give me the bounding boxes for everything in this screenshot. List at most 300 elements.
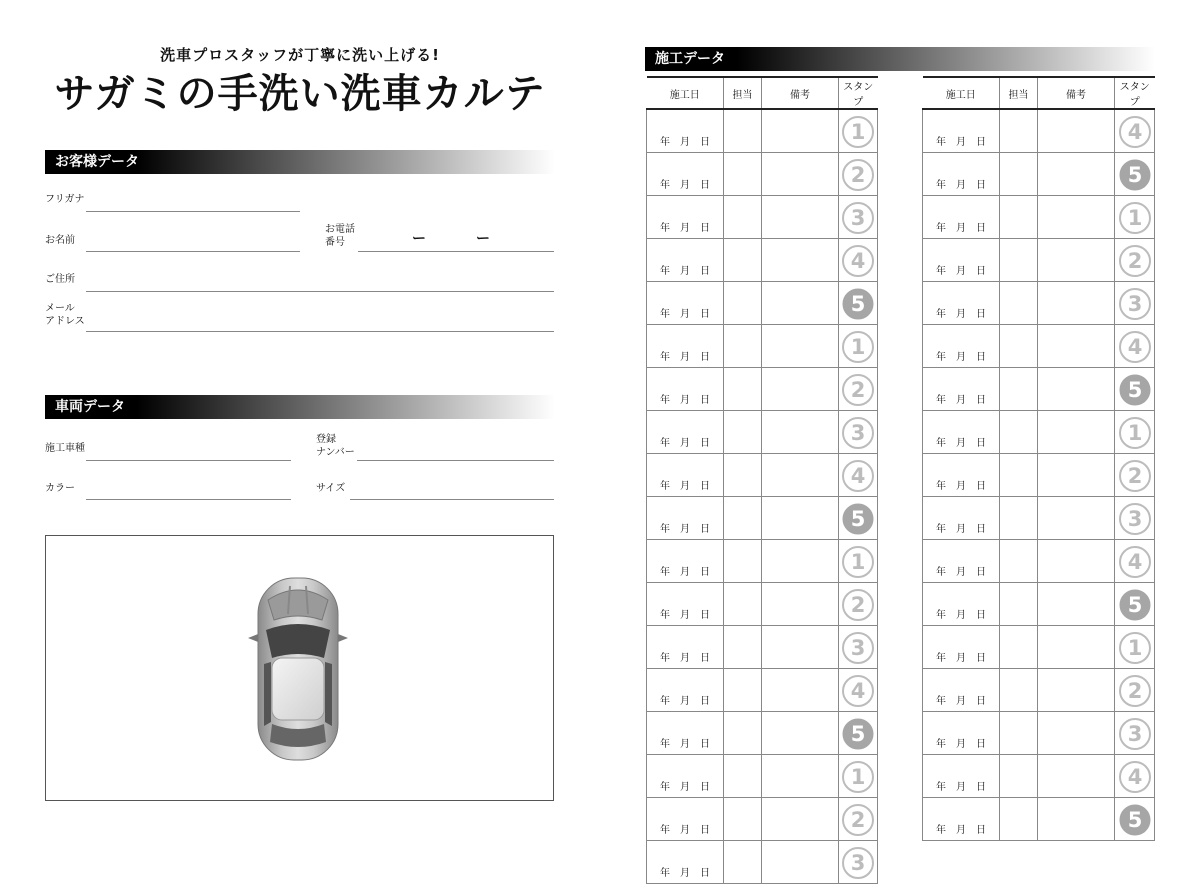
date-part-label: 年 bbox=[936, 137, 946, 148]
staff-cell[interactable] bbox=[1000, 583, 1038, 626]
date-cell[interactable] bbox=[923, 583, 1000, 626]
date-part-label: 年 bbox=[936, 825, 946, 836]
notes-cell[interactable] bbox=[762, 755, 839, 798]
column-date: 施工日 bbox=[647, 77, 724, 109]
stamp-number: 1 bbox=[850, 120, 866, 144]
date-part-label: 年 bbox=[936, 352, 946, 363]
table-row bbox=[923, 712, 1155, 755]
date-part-label: 年 bbox=[660, 739, 670, 750]
stamp-number: 2 bbox=[850, 808, 866, 832]
stamp-cell[interactable] bbox=[1115, 368, 1155, 411]
notes-cell[interactable] bbox=[1038, 368, 1115, 411]
stamp-cell[interactable] bbox=[1115, 798, 1155, 841]
stamp-number: 5 bbox=[850, 507, 866, 531]
date-part-label: 年 bbox=[660, 395, 670, 406]
notes-cell[interactable] bbox=[762, 712, 839, 755]
date-part-label: 月 bbox=[680, 696, 690, 707]
date-part-label: 日 bbox=[976, 309, 986, 320]
stamp-2-icon bbox=[1118, 244, 1152, 278]
stamp-cell[interactable] bbox=[1115, 454, 1155, 497]
stamp-number: 5 bbox=[1127, 378, 1142, 402]
stamp-number: 5 bbox=[850, 722, 866, 746]
staff-cell[interactable] bbox=[1000, 153, 1038, 196]
phone-dash-2: ー bbox=[476, 231, 490, 247]
date-part-label: 日 bbox=[976, 825, 986, 836]
column-staff: 担当 bbox=[1000, 77, 1038, 109]
address-field[interactable] bbox=[86, 291, 554, 292]
stamp-number: 1 bbox=[850, 335, 866, 359]
date-cell[interactable] bbox=[923, 454, 1000, 497]
notes-cell[interactable] bbox=[1038, 411, 1115, 454]
staff-cell[interactable] bbox=[1000, 540, 1038, 583]
staff-cell[interactable] bbox=[724, 755, 762, 798]
stamp-2-icon bbox=[1118, 674, 1152, 708]
date-part-label: 月 bbox=[956, 180, 966, 191]
date-part-label: 月 bbox=[956, 825, 966, 836]
staff-cell[interactable] bbox=[724, 497, 762, 540]
stamp-cell[interactable] bbox=[1115, 540, 1155, 583]
date-part-label: 日 bbox=[976, 653, 986, 664]
date-part-label: 月 bbox=[680, 137, 690, 148]
date-part-label: 年 bbox=[660, 524, 670, 535]
stamp-cell[interactable] bbox=[839, 755, 878, 798]
staff-cell[interactable] bbox=[1000, 325, 1038, 368]
stamp-number: 5 bbox=[1127, 808, 1142, 832]
notes-cell[interactable] bbox=[1038, 454, 1115, 497]
notes-cell[interactable] bbox=[762, 841, 839, 884]
date-part-label: 年 bbox=[660, 610, 670, 621]
notes-cell[interactable] bbox=[1038, 798, 1115, 841]
stamp-cell[interactable] bbox=[1115, 153, 1155, 196]
date-part-label: 日 bbox=[976, 266, 986, 277]
date-part-label: 月 bbox=[680, 266, 690, 277]
notes-cell[interactable] bbox=[1038, 626, 1115, 669]
date-part-label: 月 bbox=[680, 825, 690, 836]
date-part-label: 日 bbox=[700, 825, 710, 836]
stamp-cell[interactable] bbox=[839, 497, 878, 540]
table-row bbox=[647, 669, 878, 712]
table-row bbox=[647, 282, 878, 325]
stamp-number: 2 bbox=[850, 593, 866, 617]
notes-cell[interactable] bbox=[762, 282, 839, 325]
stamp-2-icon bbox=[1118, 459, 1152, 493]
table-row bbox=[647, 798, 878, 841]
notes-cell[interactable] bbox=[762, 540, 839, 583]
date-part-label: 日 bbox=[976, 739, 986, 750]
date-part-label: 日 bbox=[700, 223, 710, 234]
date-cell[interactable] bbox=[923, 712, 1000, 755]
stamp-number: 3 bbox=[850, 636, 866, 660]
stamp-cell[interactable] bbox=[1115, 669, 1155, 712]
service-table-1 bbox=[646, 76, 878, 884]
date-cell[interactable] bbox=[923, 798, 1000, 841]
table-row bbox=[923, 239, 1155, 282]
stamp-5-icon bbox=[841, 502, 875, 536]
date-cell[interactable] bbox=[923, 196, 1000, 239]
stamp-number: 4 bbox=[1127, 335, 1142, 359]
date-part-label: 月 bbox=[680, 395, 690, 406]
table-row bbox=[923, 755, 1155, 798]
notes-cell[interactable] bbox=[762, 109, 839, 153]
date-part-label: 年 bbox=[660, 653, 670, 664]
stamp-cell[interactable] bbox=[839, 153, 878, 196]
table-row bbox=[923, 196, 1155, 239]
stamp-1-icon bbox=[1118, 631, 1152, 665]
stamp-cell[interactable] bbox=[839, 798, 878, 841]
furigana-label: フリガナ bbox=[45, 194, 85, 205]
notes-cell[interactable] bbox=[762, 454, 839, 497]
stamp-4-icon bbox=[841, 674, 875, 708]
stamp-cell[interactable] bbox=[839, 540, 878, 583]
staff-cell[interactable] bbox=[724, 109, 762, 153]
stamp-cell[interactable] bbox=[839, 411, 878, 454]
staff-cell[interactable] bbox=[724, 841, 762, 884]
table-row bbox=[923, 325, 1155, 368]
stamp-number: 3 bbox=[850, 421, 866, 445]
service-table-2 bbox=[922, 76, 1155, 841]
notes-cell[interactable] bbox=[762, 325, 839, 368]
stamp-cell[interactable] bbox=[839, 712, 878, 755]
stamp-number: 5 bbox=[850, 292, 866, 316]
notes-cell[interactable] bbox=[1038, 153, 1115, 196]
date-part-label: 年 bbox=[660, 481, 670, 492]
column-staff: 担当 bbox=[724, 77, 762, 109]
date-cell[interactable] bbox=[647, 540, 724, 583]
notes-cell[interactable] bbox=[1038, 583, 1115, 626]
stamp-cell[interactable] bbox=[839, 109, 878, 153]
table-row bbox=[923, 454, 1155, 497]
stamp-2-icon bbox=[841, 373, 875, 407]
date-part-label: 日 bbox=[700, 266, 710, 277]
date-cell[interactable] bbox=[923, 755, 1000, 798]
stamp-1-icon bbox=[1118, 416, 1152, 450]
table-row bbox=[923, 109, 1155, 153]
date-part-label: 日 bbox=[700, 352, 710, 363]
stamp-3-icon bbox=[841, 201, 875, 235]
date-cell[interactable] bbox=[647, 755, 724, 798]
notes-cell[interactable] bbox=[762, 583, 839, 626]
notes-cell[interactable] bbox=[762, 669, 839, 712]
date-cell[interactable] bbox=[647, 841, 724, 884]
car-diagram-box bbox=[45, 535, 554, 801]
date-part-label: 年 bbox=[936, 309, 946, 320]
date-cell[interactable] bbox=[923, 626, 1000, 669]
stamp-cell[interactable] bbox=[839, 325, 878, 368]
table-row bbox=[647, 239, 878, 282]
date-part-label: 日 bbox=[976, 696, 986, 707]
date-part-label: 年 bbox=[936, 180, 946, 191]
date-cell[interactable] bbox=[923, 153, 1000, 196]
date-part-label: 月 bbox=[956, 438, 966, 449]
date-cell[interactable] bbox=[923, 325, 1000, 368]
name-label: お名前 bbox=[45, 235, 75, 246]
stamp-number: 4 bbox=[850, 249, 866, 273]
stamp-number: 2 bbox=[850, 163, 866, 187]
date-part-label: 日 bbox=[700, 309, 710, 320]
date-part-label: 月 bbox=[680, 739, 690, 750]
date-cell[interactable] bbox=[647, 239, 724, 282]
date-part-label: 月 bbox=[956, 782, 966, 793]
date-part-label: 月 bbox=[680, 782, 690, 793]
table-row bbox=[923, 798, 1155, 841]
date-part-label: 月 bbox=[956, 653, 966, 664]
staff-cell[interactable] bbox=[1000, 196, 1038, 239]
date-part-label: 日 bbox=[976, 180, 986, 191]
staff-cell[interactable] bbox=[724, 368, 762, 411]
date-cell[interactable] bbox=[923, 109, 1000, 153]
staff-cell[interactable] bbox=[724, 239, 762, 282]
notes-cell[interactable] bbox=[762, 196, 839, 239]
date-cell[interactable] bbox=[923, 497, 1000, 540]
date-part-label: 日 bbox=[700, 868, 710, 879]
date-part-label: 日 bbox=[700, 438, 710, 449]
stamp-3-icon bbox=[841, 416, 875, 450]
notes-cell[interactable] bbox=[762, 153, 839, 196]
plate-field[interactable] bbox=[357, 460, 554, 461]
staff-cell[interactable] bbox=[1000, 454, 1038, 497]
date-cell[interactable] bbox=[923, 669, 1000, 712]
date-part-label: 月 bbox=[680, 567, 690, 578]
notes-cell[interactable] bbox=[762, 239, 839, 282]
notes-cell[interactable] bbox=[762, 798, 839, 841]
stamp-cell[interactable] bbox=[839, 239, 878, 282]
stamp-cell[interactable] bbox=[839, 454, 878, 497]
stamp-number: 5 bbox=[1127, 163, 1142, 187]
stamp-cell[interactable] bbox=[839, 841, 878, 884]
date-part-label: 月 bbox=[956, 352, 966, 363]
date-cell[interactable] bbox=[647, 411, 724, 454]
stamp-cell[interactable] bbox=[839, 669, 878, 712]
stamp-3-icon bbox=[1118, 717, 1152, 751]
date-cell[interactable] bbox=[923, 368, 1000, 411]
staff-cell[interactable] bbox=[724, 669, 762, 712]
furigana-field[interactable] bbox=[86, 211, 300, 212]
stamp-cell[interactable] bbox=[1115, 196, 1155, 239]
date-part-label: 年 bbox=[936, 696, 946, 707]
table-row bbox=[647, 755, 878, 798]
staff-cell[interactable] bbox=[1000, 239, 1038, 282]
date-cell[interactable] bbox=[647, 282, 724, 325]
table-row bbox=[647, 540, 878, 583]
date-part-label: 月 bbox=[680, 309, 690, 320]
vehicle-data-header: 車両データ bbox=[45, 395, 555, 419]
date-part-label: 年 bbox=[660, 438, 670, 449]
table-row bbox=[647, 712, 878, 755]
stamp-cell[interactable] bbox=[1115, 583, 1155, 626]
stamp-cell[interactable] bbox=[1115, 109, 1155, 153]
date-part-label: 年 bbox=[660, 223, 670, 234]
date-part-label: 月 bbox=[680, 653, 690, 664]
date-cell[interactable] bbox=[923, 540, 1000, 583]
stamp-5-icon bbox=[1118, 373, 1152, 407]
date-cell[interactable] bbox=[647, 109, 724, 153]
address-label: ご住所 bbox=[45, 274, 75, 285]
date-part-label: 月 bbox=[956, 266, 966, 277]
staff-cell[interactable] bbox=[724, 798, 762, 841]
date-cell[interactable] bbox=[647, 497, 724, 540]
notes-cell[interactable] bbox=[1038, 712, 1115, 755]
date-part-label: 年 bbox=[660, 868, 670, 879]
notes-cell[interactable] bbox=[1038, 325, 1115, 368]
stamp-number: 4 bbox=[850, 464, 866, 488]
date-cell[interactable] bbox=[647, 798, 724, 841]
date-part-label: 日 bbox=[700, 567, 710, 578]
date-cell[interactable] bbox=[647, 454, 724, 497]
staff-cell[interactable] bbox=[724, 583, 762, 626]
staff-cell[interactable] bbox=[1000, 368, 1038, 411]
staff-cell[interactable] bbox=[724, 153, 762, 196]
staff-cell[interactable] bbox=[724, 454, 762, 497]
model-label: 施工車種 bbox=[45, 443, 85, 454]
stamp-cell[interactable] bbox=[1115, 497, 1155, 540]
date-part-label: 年 bbox=[660, 180, 670, 191]
date-part-label: 日 bbox=[700, 180, 710, 191]
customer-data-header: お客様データ bbox=[45, 150, 555, 174]
date-cell[interactable] bbox=[647, 153, 724, 196]
notes-cell[interactable] bbox=[762, 411, 839, 454]
stamp-cell[interactable] bbox=[839, 196, 878, 239]
date-part-label: 日 bbox=[700, 481, 710, 492]
date-cell[interactable] bbox=[923, 411, 1000, 454]
notes-cell[interactable] bbox=[1038, 196, 1115, 239]
stamp-number: 1 bbox=[1127, 206, 1142, 230]
date-part-label: 年 bbox=[660, 266, 670, 277]
notes-cell[interactable] bbox=[1038, 755, 1115, 798]
stamp-5-icon bbox=[1118, 803, 1152, 837]
date-part-label: 月 bbox=[680, 180, 690, 191]
staff-cell[interactable] bbox=[724, 540, 762, 583]
date-part-label: 年 bbox=[936, 739, 946, 750]
column-stamp: スタンプ bbox=[1115, 77, 1155, 109]
date-part-label: 日 bbox=[976, 352, 986, 363]
stamp-cell[interactable] bbox=[839, 626, 878, 669]
stamp-cell[interactable] bbox=[1115, 626, 1155, 669]
date-part-label: 月 bbox=[956, 223, 966, 234]
date-cell[interactable] bbox=[647, 196, 724, 239]
stamp-4-icon bbox=[1118, 545, 1152, 579]
phone-field[interactable] bbox=[358, 251, 554, 252]
stamp-cell[interactable] bbox=[1115, 411, 1155, 454]
staff-cell[interactable] bbox=[724, 282, 762, 325]
stamp-number: 4 bbox=[1127, 550, 1142, 574]
date-part-label: 年 bbox=[936, 653, 946, 664]
stamp-cell[interactable] bbox=[839, 282, 878, 325]
date-part-label: 日 bbox=[976, 223, 986, 234]
stamp-cell[interactable] bbox=[839, 583, 878, 626]
table-row bbox=[647, 196, 878, 239]
date-cell[interactable] bbox=[647, 669, 724, 712]
table-row bbox=[923, 368, 1155, 411]
staff-cell[interactable] bbox=[1000, 626, 1038, 669]
staff-cell[interactable] bbox=[1000, 497, 1038, 540]
staff-cell[interactable] bbox=[1000, 798, 1038, 841]
notes-cell[interactable] bbox=[1038, 239, 1115, 282]
date-cell[interactable] bbox=[647, 712, 724, 755]
stamp-number: 3 bbox=[1127, 722, 1142, 746]
date-part-label: 月 bbox=[956, 309, 966, 320]
date-part-label: 日 bbox=[976, 438, 986, 449]
page-title: サガミの手洗い洗車カルテ bbox=[54, 71, 546, 117]
notes-cell[interactable] bbox=[1038, 669, 1115, 712]
notes-cell[interactable] bbox=[1038, 497, 1115, 540]
staff-cell[interactable] bbox=[1000, 669, 1038, 712]
staff-cell[interactable] bbox=[724, 196, 762, 239]
notes-cell[interactable] bbox=[762, 497, 839, 540]
notes-cell[interactable] bbox=[1038, 109, 1115, 153]
notes-cell[interactable] bbox=[1038, 540, 1115, 583]
model-field[interactable] bbox=[86, 460, 291, 461]
staff-cell[interactable] bbox=[724, 712, 762, 755]
stamp-cell[interactable] bbox=[1115, 755, 1155, 798]
date-part-label: 日 bbox=[700, 653, 710, 664]
date-part-label: 日 bbox=[700, 696, 710, 707]
table-row bbox=[647, 411, 878, 454]
name-field[interactable] bbox=[86, 251, 300, 252]
staff-cell[interactable] bbox=[724, 325, 762, 368]
stamp-number: 2 bbox=[1127, 679, 1142, 703]
stamp-cell[interactable] bbox=[1115, 282, 1155, 325]
date-part-label: 年 bbox=[936, 782, 946, 793]
column-notes: 備考 bbox=[762, 77, 839, 109]
stamp-cell[interactable] bbox=[1115, 325, 1155, 368]
notes-cell[interactable] bbox=[1038, 282, 1115, 325]
column-notes: 備考 bbox=[1038, 77, 1115, 109]
date-part-label: 年 bbox=[936, 567, 946, 578]
date-part-label: 日 bbox=[976, 137, 986, 148]
staff-cell[interactable] bbox=[1000, 411, 1038, 454]
table-row bbox=[647, 109, 878, 153]
stamp-1-icon bbox=[841, 330, 875, 364]
date-cell[interactable] bbox=[647, 626, 724, 669]
stamp-cell[interactable] bbox=[1115, 712, 1155, 755]
date-cell[interactable] bbox=[647, 583, 724, 626]
stamp-number: 4 bbox=[1127, 120, 1142, 144]
staff-cell[interactable] bbox=[1000, 282, 1038, 325]
stamp-number: 1 bbox=[850, 550, 866, 574]
size-field[interactable] bbox=[350, 499, 554, 500]
stamp-cell[interactable] bbox=[1115, 239, 1155, 282]
staff-cell[interactable] bbox=[1000, 109, 1038, 153]
date-cell[interactable] bbox=[923, 239, 1000, 282]
stamp-2-icon bbox=[841, 588, 875, 622]
staff-cell[interactable] bbox=[1000, 712, 1038, 755]
staff-cell[interactable] bbox=[724, 626, 762, 669]
date-part-label: 日 bbox=[700, 137, 710, 148]
date-cell[interactable] bbox=[923, 282, 1000, 325]
date-part-label: 月 bbox=[956, 137, 966, 148]
notes-cell[interactable] bbox=[762, 626, 839, 669]
date-cell[interactable] bbox=[647, 368, 724, 411]
stamp-4-icon bbox=[1118, 330, 1152, 364]
table-row bbox=[923, 497, 1155, 540]
color-field[interactable] bbox=[86, 499, 291, 500]
date-part-label: 月 bbox=[956, 395, 966, 406]
stamp-number: 5 bbox=[1127, 593, 1142, 617]
date-part-label: 年 bbox=[660, 782, 670, 793]
date-part-label: 月 bbox=[956, 524, 966, 535]
staff-cell[interactable] bbox=[724, 411, 762, 454]
date-cell[interactable] bbox=[647, 325, 724, 368]
notes-cell[interactable] bbox=[762, 368, 839, 411]
table-row bbox=[647, 325, 878, 368]
date-part-label: 年 bbox=[936, 395, 946, 406]
staff-cell[interactable] bbox=[1000, 755, 1038, 798]
stamp-1-icon bbox=[841, 760, 875, 794]
stamp-number: 3 bbox=[850, 206, 866, 230]
date-part-label: 月 bbox=[956, 696, 966, 707]
email-field[interactable] bbox=[86, 331, 554, 332]
stamp-cell[interactable] bbox=[839, 368, 878, 411]
